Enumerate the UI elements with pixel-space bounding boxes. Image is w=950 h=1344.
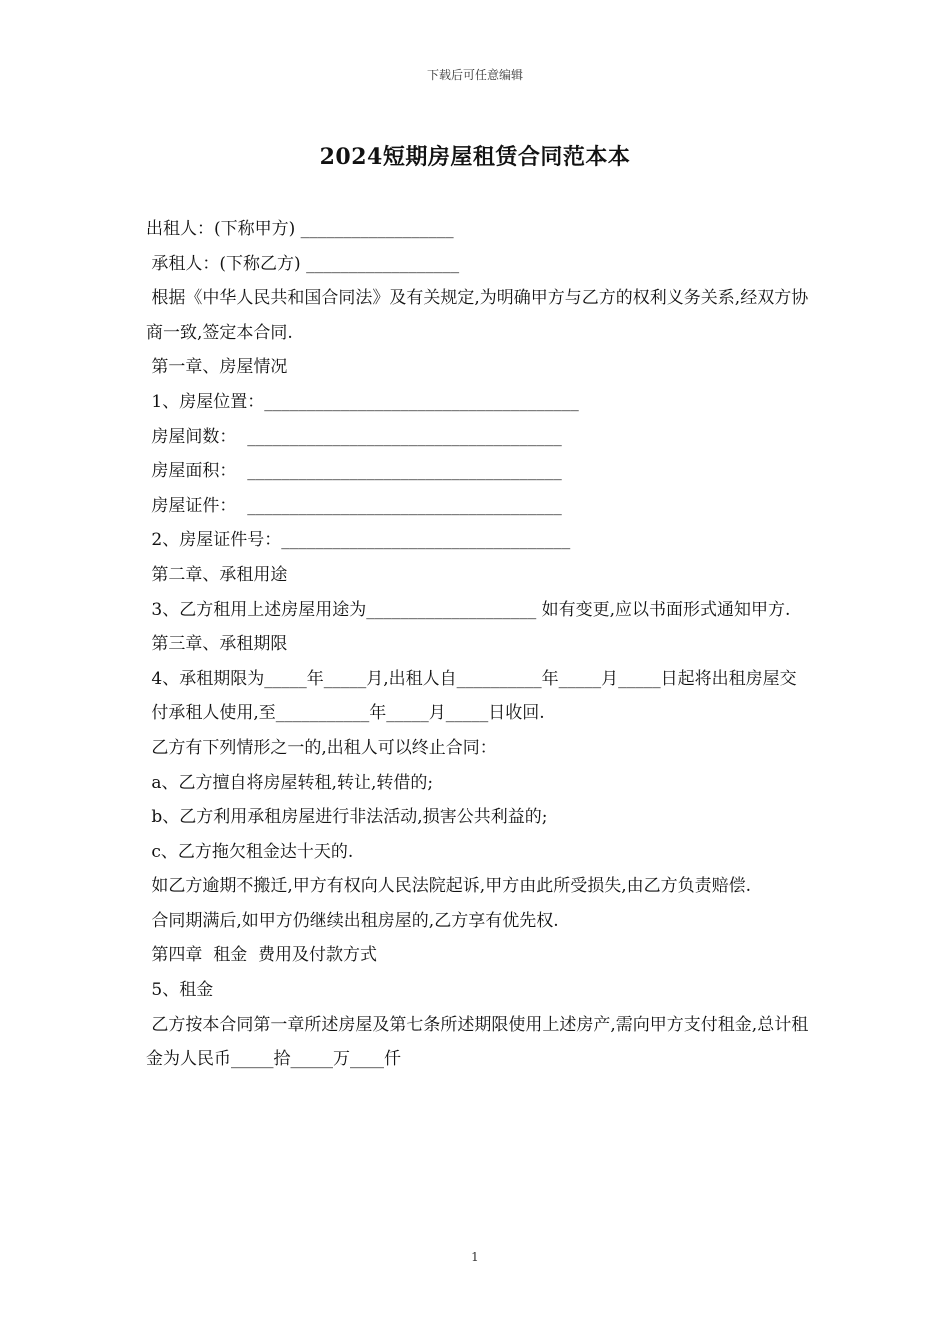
paragraph-preamble: 根据《中华人民共和国合同法》及有关规定,为明确甲方与乙方的权利义务关系,经双方协商一致,签定本合同. bbox=[146, 288, 809, 343]
field-house-area: 房屋面积： _____________________________________ bbox=[146, 461, 562, 482]
termination-item-b: b、乙方利用承租房屋进行非法活动,损害公共利益的; bbox=[146, 807, 548, 828]
clause-4-term-continued: 付承租人使用,至___________年_____月_____日收回. bbox=[146, 703, 545, 724]
clause-5-heading: 5、租金 bbox=[146, 980, 214, 1001]
chapter-4-heading: 第四章 租金 费用及付款方式 bbox=[146, 945, 378, 966]
page-number: 1 bbox=[471, 1250, 479, 1264]
paragraph-lessee: 承租人：(下称乙方) __________________ bbox=[146, 253, 460, 274]
document-body bbox=[146, 212, 811, 1077]
chapter-2-heading: 第二章、承租用途 bbox=[146, 564, 288, 585]
termination-intro: 乙方有下列情形之一的,出租人可以终止合同： bbox=[146, 737, 497, 758]
field-certificate-number: 2、房屋证件号：__________________________________ bbox=[146, 530, 571, 551]
chapter-1-heading: 第一章、房屋情况 bbox=[146, 357, 288, 378]
paragraph-priority-right: 合同期满后,如甲方仍继续出租房屋的,乙方享有优先权. bbox=[146, 910, 559, 931]
page-header-note: 下载后可任意编辑 bbox=[426, 68, 523, 82]
field-house-certificate: 房屋证件： _____________________________________ bbox=[146, 495, 562, 516]
field-house-location: 1、房屋位置：_____________________________________ bbox=[146, 391, 579, 412]
termination-item-a: a、乙方擅自将房屋转租,转让,转借的; bbox=[146, 772, 434, 793]
paragraph-overdue-move: 如乙方逾期不搬迁,甲方有权向人民法院起诉,甲方由此所受损失,由乙方负责赔偿. bbox=[146, 876, 752, 897]
clause-4-term: 4、承租期限为_____年_____月,出租人自__________年_____月_____日起将出租房屋交 bbox=[146, 668, 797, 689]
document-title: 2024短期房屋租赁合同范本本 bbox=[319, 144, 631, 170]
field-room-count: 房屋间数： _____________________________________ bbox=[146, 426, 562, 447]
termination-item-c: c、乙方拖欠租金达十天的. bbox=[146, 841, 354, 862]
chapter-3-heading: 第三章、承租期限 bbox=[146, 634, 288, 655]
clause-5-rent: 乙方按本合同第一章所述房屋及第七条所述期限使用上述房产,需向甲方支付租金,总计租金为人民币_____拾_____万____仟 bbox=[146, 1014, 809, 1070]
paragraph-lessor: 出租人：(下称甲方) __________________ bbox=[146, 219, 454, 239]
clause-3-usage: 3、乙方租用上述房屋用途为____________________ 如有变更,应以书面形式通知甲方. bbox=[146, 599, 791, 620]
